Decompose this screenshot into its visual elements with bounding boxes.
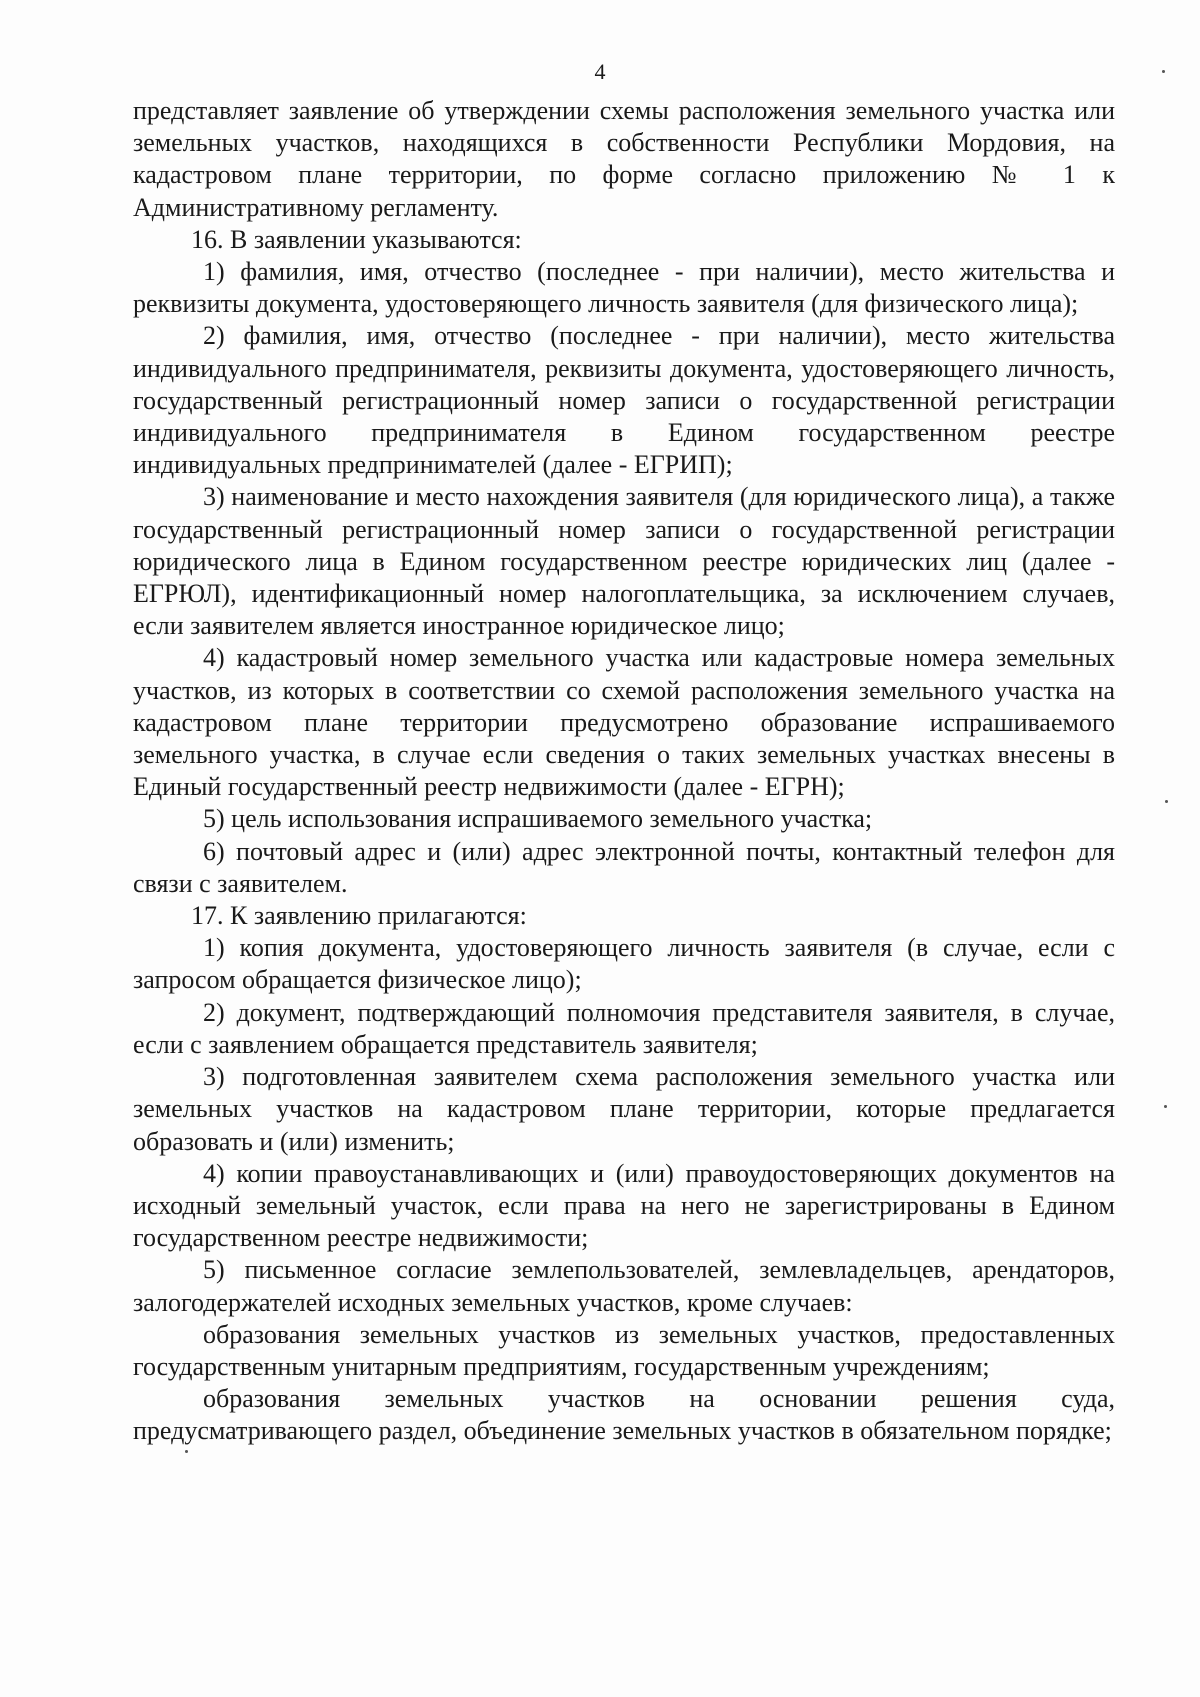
paragraph-17-5-exception-a: образования земельных участков из земельных участков, предоставленных государственным унитарным предприятиям, государственным учреждениям; [133, 1319, 1115, 1381]
paragraph-continuation: представляет заявление об утверждении схемы расположения земельного участка или земельных участков, находящихся в собственности Республики Мордовия, на кадастровом плане территории, по форме согласно приложению № 1 к Административному регламенту. [133, 96, 1115, 222]
paragraph-17-3: 3) подготовленная заявителем схема расположения земельного участка или земельных участков на кадастровом плане территории, которые предлагается образовать и (или) изменить; [133, 1062, 1115, 1156]
paragraph-16-1: 1) фамилия, имя, отчество (последнее - при наличии), место жительства и реквизиты документа, удостоверяющего личность заявителя (для физического лица); [133, 257, 1115, 319]
paragraph-item-16: 16. В заявлении указываются: [191, 224, 522, 254]
scan-speck [185, 1450, 188, 1453]
paragraph-17-4: 4) копии правоустанавливающих и (или) правоудостоверяющих документов на исходный земельный участок, если права на него не зарегистрированы в Едином государственном реестре недвижимости; [133, 1158, 1115, 1253]
document-body [133, 95, 1115, 1448]
paragraph-17-1: 1) копия документа, удостоверяющего личность заявителя (в случае, если с запросом обращается физическое лицо); [133, 933, 1115, 995]
paragraph-16-6: 6) почтовый адрес и (или) адрес электронной почты, контактный телефон для связи с заявителем. [133, 836, 1115, 898]
paragraph-16-5: 5) цель использования испрашиваемого земельного участка; [203, 804, 873, 834]
paragraph-17-2: 2) документ, подтверждающий полномочия представителя заявителя, в случае, если с заявлением обращается представитель заявителя; [133, 997, 1115, 1059]
scan-speck [1162, 70, 1165, 73]
paragraph-16-3: 3) наименование и место нахождения заявителя (для юридического лица), а также государственный регистрационный номер записи о государственной регистрации юридического лица в Едином государственном реестре юридических лиц (далее - ЕГРЮЛ), идентификационный номер налогоплательщика, за исключением случаев, если заявителем является иностранное юридическое лицо; [133, 482, 1115, 641]
paragraph-17-5: 5) письменное согласие землепользователей, землевладельцев, арендаторов, залогодержателей исходных земельных участков, кроме случаев: [133, 1255, 1115, 1317]
scan-speck [1164, 1105, 1167, 1108]
paragraph-item-17: 17. К заявлению прилагаются: [191, 901, 527, 931]
page-number: 4 [594, 59, 606, 84]
paragraph-17-5-exception-b: образования земельных участков на основании решения суда, предусматривающего раздел, объединение земельных участков в обязательном порядке; [133, 1384, 1115, 1446]
paragraph-16-4: 4) кадастровый номер земельного участка или кадастровые номера земельных участков, из которых в соответствии со схемой расположения земельного участка на кадастровом плане территории предусмотрено образование испрашиваемого земельного участка, в случае если сведения о таких земельных участках внесены в Единый государственный реестр недвижимости (далее - ЕГРН); [133, 643, 1115, 802]
scan-speck [1165, 800, 1168, 803]
paragraph-16-2: 2) фамилия, имя, отчество (последнее - при наличии), место жительства индивидуального предпринимателя, реквизиты документа, удостоверяющего личность, государственный регистрационный номер записи о государственной регистрации индивидуального предпринимателя в Едином государственном реестре индивидуальных предпринимателей (далее - ЕГРИП); [133, 321, 1115, 480]
